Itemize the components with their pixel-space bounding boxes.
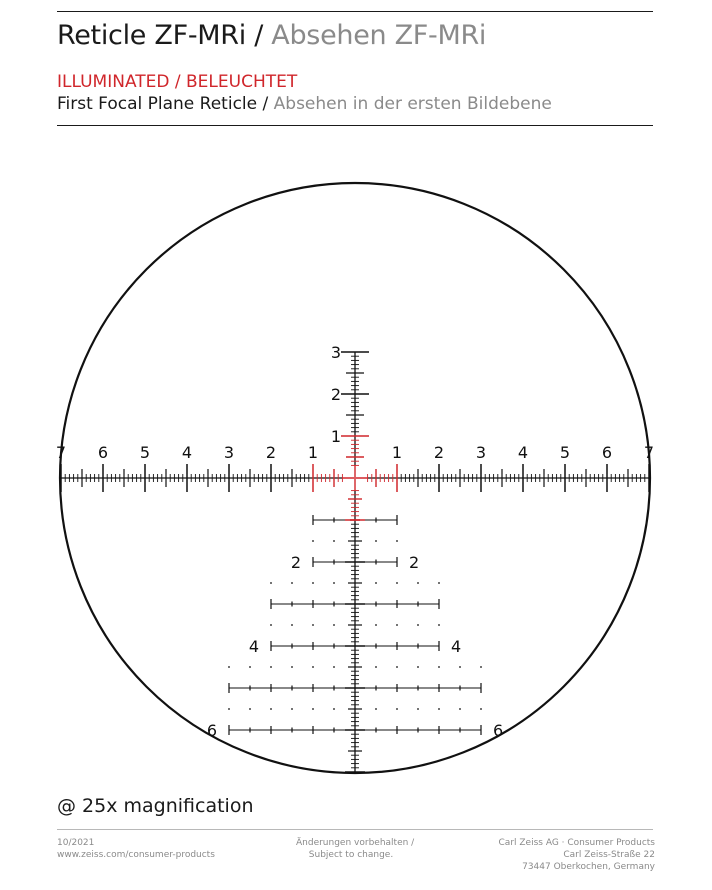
- reticle-label-147: 2: [433, 443, 445, 462]
- magnification-label: @ 25x magnification: [57, 795, 254, 817]
- reticle-label-151: 6: [601, 443, 613, 462]
- reticle-dot-293: [396, 624, 398, 626]
- footer-left: [57, 837, 215, 861]
- reticle-label-148: 3: [475, 443, 487, 462]
- reticle-dot-330: [228, 708, 230, 710]
- reticle-dot-341: [480, 708, 482, 710]
- footer-notice-de: Änderungen vorbehalten /: [296, 838, 415, 848]
- reticle-dot-336: [375, 708, 377, 710]
- reticle-dot-295: [438, 624, 440, 626]
- reticle-dot-265: [396, 540, 398, 542]
- reticle-label-139: 7: [55, 443, 67, 462]
- reticle-dot-334: [312, 708, 314, 710]
- reticle-dot-291: [333, 624, 335, 626]
- reticle-dot-306: [249, 666, 251, 668]
- reticle-dot-335: [333, 708, 335, 710]
- reticle-dot-278: [438, 582, 440, 584]
- reticle-dot-315: [459, 666, 461, 668]
- reticle-dot-277: [417, 582, 419, 584]
- reticle-dot-314: [438, 666, 440, 668]
- reticle-label-183: 3: [330, 343, 341, 362]
- reticle-dot-333: [291, 708, 293, 710]
- reticle-dot-308: [291, 666, 293, 668]
- title-separator: /: [245, 20, 272, 51]
- reticle-dot-272: [291, 582, 293, 584]
- reticle-label-357: 4: [248, 637, 259, 656]
- reticle-dot-340: [459, 708, 461, 710]
- reticle-label-149: 4: [517, 443, 529, 462]
- reticle-dot-263: [333, 540, 335, 542]
- reticle-dot-305: [228, 666, 230, 668]
- reticle-label-185: 1: [330, 427, 341, 446]
- reticle-dot-331: [249, 708, 251, 710]
- reticle-label-145: 1: [307, 443, 319, 462]
- reticle-dot-274: [333, 582, 335, 584]
- reticle-dot-289: [291, 624, 293, 626]
- reticle-dot-290: [312, 624, 314, 626]
- reticle-label-152: 7: [643, 443, 655, 462]
- reticle-label-144: 2: [265, 443, 277, 462]
- reticle-label-141: 5: [139, 443, 151, 462]
- reticle-dot-313: [417, 666, 419, 668]
- footer-street: Carl Zeiss-Straße 22: [563, 850, 655, 860]
- reticle-label-355: 2: [290, 553, 301, 572]
- reticle-label-146: 1: [391, 443, 403, 462]
- title-en: Reticle ZF-MRi: [57, 20, 246, 51]
- footer-rule: [57, 829, 653, 830]
- reticle-label-359: 6: [206, 721, 217, 740]
- reticle-dot-262: [312, 540, 314, 542]
- footer-notice: [296, 837, 415, 861]
- reticle-dot-307: [270, 666, 272, 668]
- reticle-black-lines: [59, 352, 651, 772]
- footer-city: 73447 Oberkochen, Germany: [522, 862, 655, 872]
- reticle-dot-312: [396, 666, 398, 668]
- reticle-dot-264: [375, 540, 377, 542]
- illuminated-label: ILLUMINATED / BELEUCHTET: [57, 72, 298, 92]
- title-de: Absehen ZF-MRi: [271, 20, 487, 51]
- reticle-label-184: 2: [330, 385, 341, 404]
- footer-url: www.zeiss.com/consumer-products: [57, 850, 215, 860]
- reticle-dot-294: [417, 624, 419, 626]
- reticle-label-356: 2: [409, 553, 420, 572]
- subtitle-de: Absehen in der ersten Bildebene: [273, 94, 552, 114]
- footer-date: 10/2021: [57, 838, 95, 848]
- reticle-label-360: 6: [493, 721, 504, 740]
- reticle-dot-337: [396, 708, 398, 710]
- footer-address: [499, 837, 655, 873]
- reticle-dot-271: [270, 582, 272, 584]
- reticle-dot-288: [270, 624, 272, 626]
- reticle-dot-292: [375, 624, 377, 626]
- subtitle-en: First Focal Plane Reticle: [57, 94, 258, 114]
- reticle-label-150: 5: [559, 443, 571, 462]
- reticle-label-358: 4: [451, 637, 462, 656]
- footer-company: Carl Zeiss AG · Consumer Products: [498, 838, 655, 848]
- reticle-dot-339: [438, 708, 440, 710]
- reticle-dot-276: [396, 582, 398, 584]
- reticle-label-143: 3: [223, 443, 235, 462]
- reticle-dot-275: [375, 582, 377, 584]
- reticle-dot-310: [333, 666, 335, 668]
- reticle-label-140: 6: [97, 443, 109, 462]
- reticle-illuminated-lines: [313, 436, 397, 520]
- reticle-label-142: 4: [181, 443, 193, 462]
- reticle-dot-338: [417, 708, 419, 710]
- reticle-dot-309: [312, 666, 314, 668]
- subtitle-separator: /: [257, 94, 274, 114]
- reticle-dot-316: [480, 666, 482, 668]
- footer-notice-en: Subject to change.: [308, 850, 394, 860]
- reticle-dot-273: [312, 582, 314, 584]
- reticle-dot-332: [270, 708, 272, 710]
- reticle-dot-311: [375, 666, 377, 668]
